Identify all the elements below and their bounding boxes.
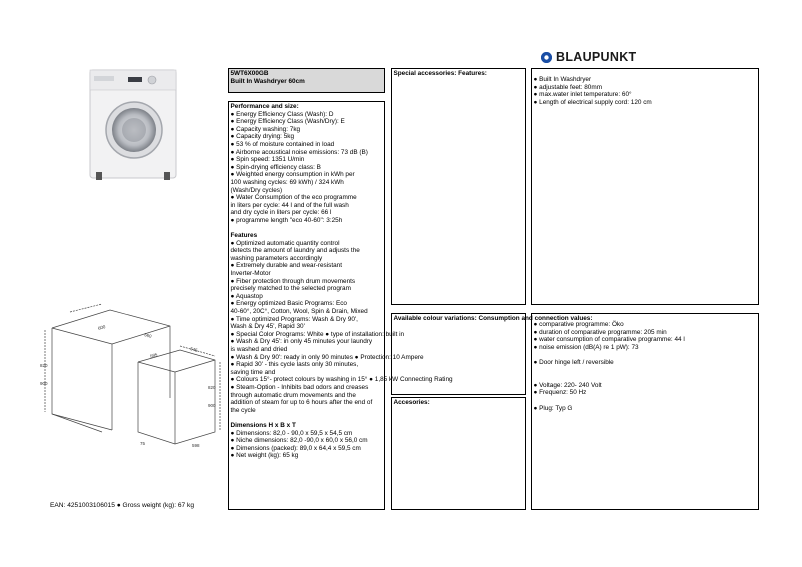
list-item: ● Spin speed: 1351 U/min xyxy=(230,156,305,164)
diagram-label: 545 xyxy=(189,346,199,353)
dimensions-heading: Dimensions H x B x T xyxy=(230,421,296,429)
list-item: through automatic drum movements and the xyxy=(230,391,356,399)
diagram-label: 900 xyxy=(208,403,216,408)
model-header xyxy=(228,68,385,93)
list-item: ● adjustable feet: 80mm xyxy=(533,83,603,91)
list-item: ● Spin-drying efficiency class: B xyxy=(230,163,321,171)
diagram-label: 560 xyxy=(143,332,153,339)
list-item xyxy=(534,367,757,375)
product-image xyxy=(84,64,184,184)
features-heading: Features xyxy=(230,232,258,240)
list-item: the cycle xyxy=(230,406,256,414)
list-item: detects the amount of laundry and adjusts the xyxy=(230,247,360,255)
list-item: ● Airborne acoustical noise emissions: 73 dB (B) xyxy=(230,148,368,156)
dimensions-list xyxy=(231,430,383,460)
list-item: ● Extremely durable and wear-resistant xyxy=(230,262,342,270)
accessories-heading: Accesories: xyxy=(393,399,430,406)
diagram-label: 600 xyxy=(97,324,106,331)
list-item: 40-60°, 20C°, Cotton, Wool, Spin & Drain, Mixed xyxy=(230,308,368,316)
list-item: (Wash/Dry cycles) xyxy=(230,186,283,194)
list-item: ● Aquastop xyxy=(230,292,263,300)
list-item: ● Dimensions: 82,0 - 90,0 x 59,5 x 54,5 cm xyxy=(230,429,353,437)
diagram-label: 595 xyxy=(149,352,158,359)
list-item: saving time and xyxy=(230,368,276,376)
list-item: ● water consumption of comparative programme: 44 l xyxy=(533,336,685,344)
list-item xyxy=(534,351,757,359)
list-item: ● comparative programme: Öko xyxy=(533,321,624,328)
colour-heading: Available colour variations: Consumption and connection values: xyxy=(393,315,593,322)
list-item: ● 53 % of moisture contained in load xyxy=(230,140,335,148)
list-item: ● Steam-Option - Inhibits bad odors and creases xyxy=(230,383,369,391)
diagram-label: 820 xyxy=(208,385,216,390)
list-item: ● Rapid 30' - this cycle lasts only 30 minutes, xyxy=(230,361,359,369)
list-item: ● Net weight (kg): 65 kg xyxy=(230,452,299,460)
list-item: ● max.water inlet temperature: 60° xyxy=(533,91,632,99)
ean-footer: EAN: 4251003106015 ● Gross weight (kg): 67 kg xyxy=(50,502,195,509)
consumption-box xyxy=(531,313,759,510)
performance-heading: Performance and size: xyxy=(230,103,299,110)
list-item: ● Time optimized Programs: Wash & Dry 90', xyxy=(230,315,358,323)
list-item: Inverter-Motor xyxy=(230,270,271,278)
list-item: ● Wash & Dry 90': ready in only 90 minutes ● Protection: 10 Ampere xyxy=(230,353,424,361)
list-item: ● Colours 15°- protect colours by washing in 15° ● 1,85 kW Connecting Rating xyxy=(230,376,453,384)
list-item: ● Optimized automatic quantity control xyxy=(230,239,340,247)
list-item: ● Water Consumption of the eco programme xyxy=(230,194,357,202)
list-item: ● Energy optimized Basic Programs: Eco xyxy=(230,300,347,308)
model-number: 5WT6X00GB xyxy=(230,70,269,77)
special-content-box xyxy=(531,68,759,305)
diagram-label: 75 xyxy=(140,441,146,446)
special-heading-box xyxy=(391,68,526,305)
installation-diagram xyxy=(40,302,225,457)
list-item: addition of steam for up to 6 hours after the end of xyxy=(230,399,373,407)
performance-list xyxy=(231,111,383,225)
list-item: Wash & Dry 45', Rapid 30' xyxy=(230,323,305,331)
brand-logo xyxy=(541,49,637,64)
special-heading: Special accessories: Features: xyxy=(393,70,487,77)
diagram-label: 900 xyxy=(40,381,48,386)
list-item: ● Special Color Programs: White ● type of installation: built in xyxy=(230,330,405,338)
list-item: ● Wash & Dry 45': in only 45 minutes your laundry xyxy=(230,338,373,346)
list-item: ● Frequenz: 50 Hz xyxy=(533,389,587,397)
list-item: ● Energy Efficiency Class (Wash): D xyxy=(230,110,334,118)
accessories-box xyxy=(391,397,526,510)
list-item xyxy=(534,374,757,382)
list-item: ● Capacity washing: 7kg xyxy=(230,125,301,133)
list-item: washing parameters accordingly xyxy=(230,254,323,262)
diagram-label: 820 xyxy=(40,363,48,368)
list-item: ● Fiber protection through drum movements xyxy=(230,277,356,285)
list-item: ● Plug: Typ G xyxy=(533,404,573,412)
list-item: ● Energy Efficiency Class (Wash/Dry): E xyxy=(230,118,345,126)
list-item: ● Voltage: 220- 240 Volt xyxy=(533,381,602,389)
list-item: ● noise emission (dB(A) re 1 pW): 73 xyxy=(533,343,639,351)
list-item: ● Door hinge left / reversible xyxy=(533,358,614,366)
list-item: ● Capacity drying: 5kg xyxy=(230,133,295,141)
diagram-label: 598 xyxy=(192,443,200,448)
blaupunkt-dot-icon xyxy=(541,52,552,63)
list-item xyxy=(534,397,757,405)
list-item: precisely matched to the selected program xyxy=(230,285,351,293)
list-item: ● Built In Washdryer xyxy=(533,76,592,83)
list-item: ● duration of comparative programme: 205 min xyxy=(533,328,667,336)
list-item: and dry cycle in liters per cycle: 66 l xyxy=(230,209,332,217)
list-item: ● Length of electrical supply cord: 120 cm xyxy=(533,98,652,106)
brand-name: BLAUPUNKT xyxy=(556,49,637,64)
list-item: ● programme length "eco 40-60": 3:25h xyxy=(230,216,343,224)
list-item: is washed and dried xyxy=(230,346,288,353)
list-item: ● Dimensions (packed): 89,0 x 64,4 x 59,5 cm xyxy=(230,444,361,452)
list-item: 100 washing cycles: 69 kWh) / 324 kWh xyxy=(230,178,344,186)
list-item: ● Weighted energy consumption in kWh per xyxy=(230,171,355,179)
list-item: ● Niche dimensions: 82,0 -90,0 x 60,0 x 56,0 cm xyxy=(230,437,368,445)
list-item: in liters per cycle: 44 l and of the full wash xyxy=(230,201,349,209)
product-title: Built In Washdryer 60cm xyxy=(230,77,305,85)
